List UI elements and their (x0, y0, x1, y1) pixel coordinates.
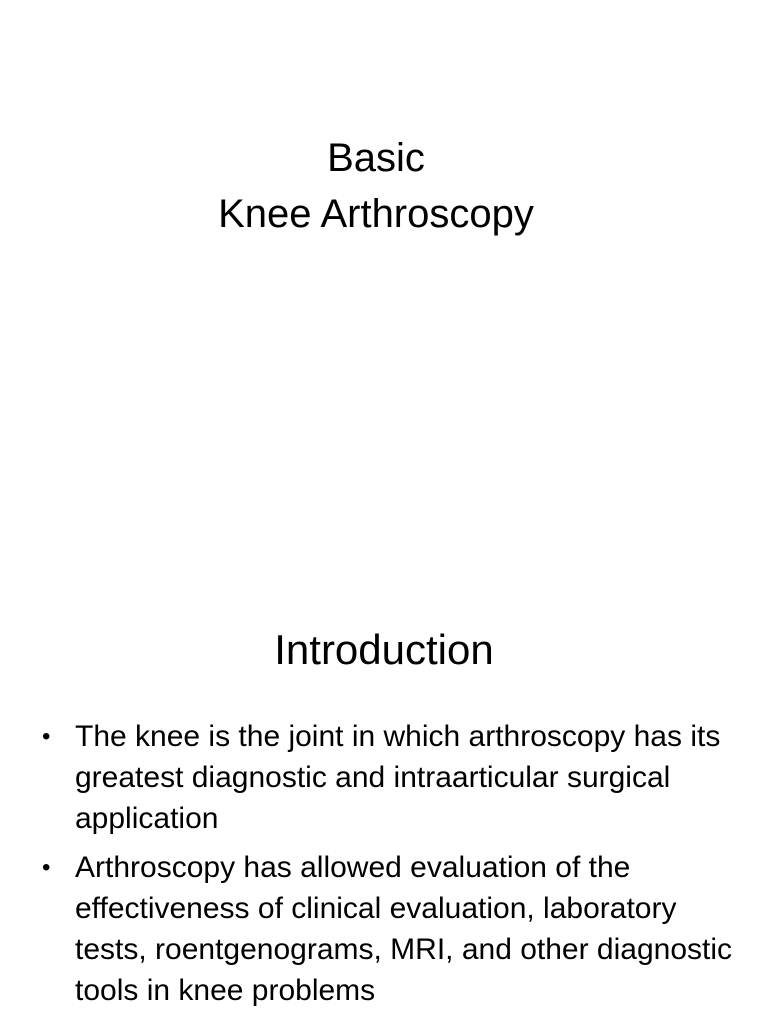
introduction-slide (0, 576, 768, 1024)
slide-title (0, 130, 752, 242)
section-heading: Introduction (274, 626, 494, 673)
bullet-text: Arthroscopy has allowed evaluation of the effectiveness of clinical evaluation, laboratory tests, roentgenograms, MRI, and other diagnostic tools in knee problems (75, 851, 733, 1007)
title-line-2: Knee Arthroscopy (218, 192, 534, 236)
bullet-item (42, 716, 732, 839)
bullet-text: The knee is the joint in which arthroscopy has its greatest diagnostic and intraarticular surgical application (75, 720, 721, 835)
title-line-1: Basic (327, 136, 425, 180)
bullet-list (42, 716, 732, 1019)
bullet-marker: • (42, 854, 51, 881)
bullet-marker: • (42, 723, 51, 750)
bullet-item (42, 847, 732, 1011)
